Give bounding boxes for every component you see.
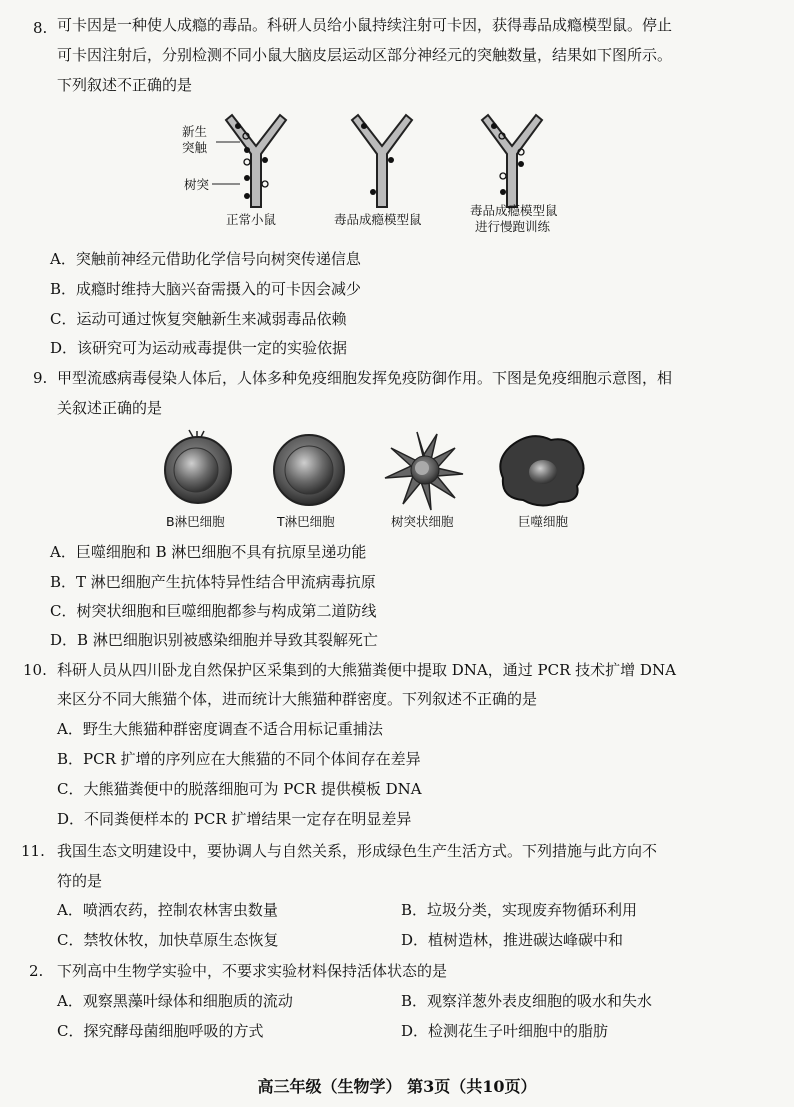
question-10-option-b: B．PCR 扩增的序列应在大熊猫的不同个体间存在差异 <box>57 750 421 768</box>
question-10-option-d: D．不同粪便样本的 PCR 扩增结果一定存在明显差异 <box>57 810 412 828</box>
question-11-option-c: C．禁牧休牧，加快草原生态恢复 <box>57 931 279 949</box>
question-11-option-a: A．喷洒农药，控制农林害虫数量 <box>57 901 278 919</box>
question-10-stem-line-2: 来区分不同大熊猫个体，进而统计大熊猫种群密度。下列叙述不正确的是 <box>57 690 538 708</box>
question-11-option-b: B．垃圾分类，实现废弃物循环利用 <box>401 901 638 919</box>
question-9-number: 9. <box>33 369 48 387</box>
question-9-stem-line-1: 甲型流感病毒侵染人体后，人体多种免疫细胞发挥免疫防御作用。下图是免疫细胞示意图，相 <box>57 369 673 387</box>
question-8-option-a: A．突触前神经元借助化学信号向树突传递信息 <box>50 250 361 268</box>
question-8-stem-line-3: 下列叙述不正确的是 <box>57 76 193 94</box>
question-12-option-a: A．观察黑藻叶绿体和细胞质的流动 <box>57 992 293 1010</box>
question-8-stem-line-2: 可卡因注射后，分别检测不同小鼠大脑皮层运动区部分神经元的突触数量，结果如下图所示。 <box>57 46 673 64</box>
label-new-synapse-1: 新生 <box>182 124 208 139</box>
question-8-number: 8. <box>33 19 48 37</box>
page-footer: 高三年级（生物学） 第3页（共10页） <box>257 1077 537 1096</box>
question-8-option-d: D．该研究可为运动戒毒提供一定的实验依据 <box>50 339 348 357</box>
macrophage-image <box>500 436 583 505</box>
question-10-number: 10. <box>23 661 47 679</box>
caption-dendritic-cell: 树突状细胞 <box>391 514 454 529</box>
question-12-option-b: B．观察洋葱外表皮细胞的吸水和失水 <box>401 992 653 1010</box>
question-9-option-a: A．巨噬细胞和 B 淋巴细胞不具有抗原呈递功能 <box>50 543 367 561</box>
question-11-stem-line-2: 符的是 <box>57 872 103 890</box>
caption-trained-mouse-2: 进行慢跑训练 <box>475 219 551 234</box>
immune-cells-figure <box>0 0 794 520</box>
question-12-option-d: D．检测花生子叶细胞中的脂肪 <box>401 1022 609 1040</box>
caption-addicted-mouse: 毒品成瘾模型鼠 <box>334 212 422 227</box>
caption-macrophage: 巨噬细胞 <box>518 514 569 529</box>
caption-t-lymphocyte: T淋巴细胞 <box>277 514 335 529</box>
question-9-option-c: C．树突状细胞和巨噬细胞都参与构成第二道防线 <box>50 602 377 620</box>
question-12-stem-line-1: 下列高中生物学实验中，不要求实验材料保持活体状态的是 <box>57 962 448 980</box>
question-9-stem-line-2: 关叙述正确的是 <box>57 399 163 417</box>
question-12-number: 2. <box>29 962 44 980</box>
t-lymphocyte-image <box>274 435 344 505</box>
question-10-stem-line-1: 科研人员从四川卧龙自然保护区采集到的大熊猫粪便中提取 DNA，通过 PCR 技术扩增 DNA <box>57 661 676 679</box>
label-new-synapse-2: 突触 <box>182 140 208 155</box>
question-11-number: 11. <box>21 842 45 860</box>
question-10-option-c: C．大熊猫粪便中的脱落细胞可为 PCR 提供模板 DNA <box>57 780 422 798</box>
label-dendrite: 树突 <box>184 177 210 192</box>
question-9-option-b: B．T 淋巴细胞产生抗体特异性结合甲流病毒抗原 <box>50 573 376 591</box>
question-11-option-d: D．植树造林，推进碳达峰碳中和 <box>401 931 624 949</box>
caption-b-lymphocyte: B淋巴细胞 <box>166 514 225 529</box>
caption-normal-mouse: 正常小鼠 <box>226 212 277 227</box>
b-lymphocyte-image <box>165 430 231 503</box>
question-8-option-b: B．成瘾时维持大脑兴奋需摄入的可卡因会减少 <box>50 280 362 298</box>
question-9-option-d: D．B 淋巴细胞识别被感染细胞并导致其裂解死亡 <box>50 631 378 649</box>
question-11-stem-line-1: 我国生态文明建设中，要协调人与自然关系，形成绿色生产生活方式。下列措施与此方向不 <box>57 842 658 860</box>
question-8-stem-line-1: 可卡因是一种使人成瘾的毒品。科研人员给小鼠持续注射可卡因，获得毒品成瘾模型鼠。停止 <box>57 16 673 34</box>
question-10-option-a: A．野生大熊猫种群密度调查不适合用标记重捕法 <box>57 720 383 738</box>
question-12-option-c: C．探究酵母菌细胞呼吸的方式 <box>57 1022 264 1040</box>
question-8-option-c: C．运动可通过恢复突触新生来减弱毒品依赖 <box>50 310 347 328</box>
dendritic-cell-image <box>385 432 463 510</box>
caption-trained-mouse-1: 毒品成瘾模型鼠 <box>470 203 558 218</box>
